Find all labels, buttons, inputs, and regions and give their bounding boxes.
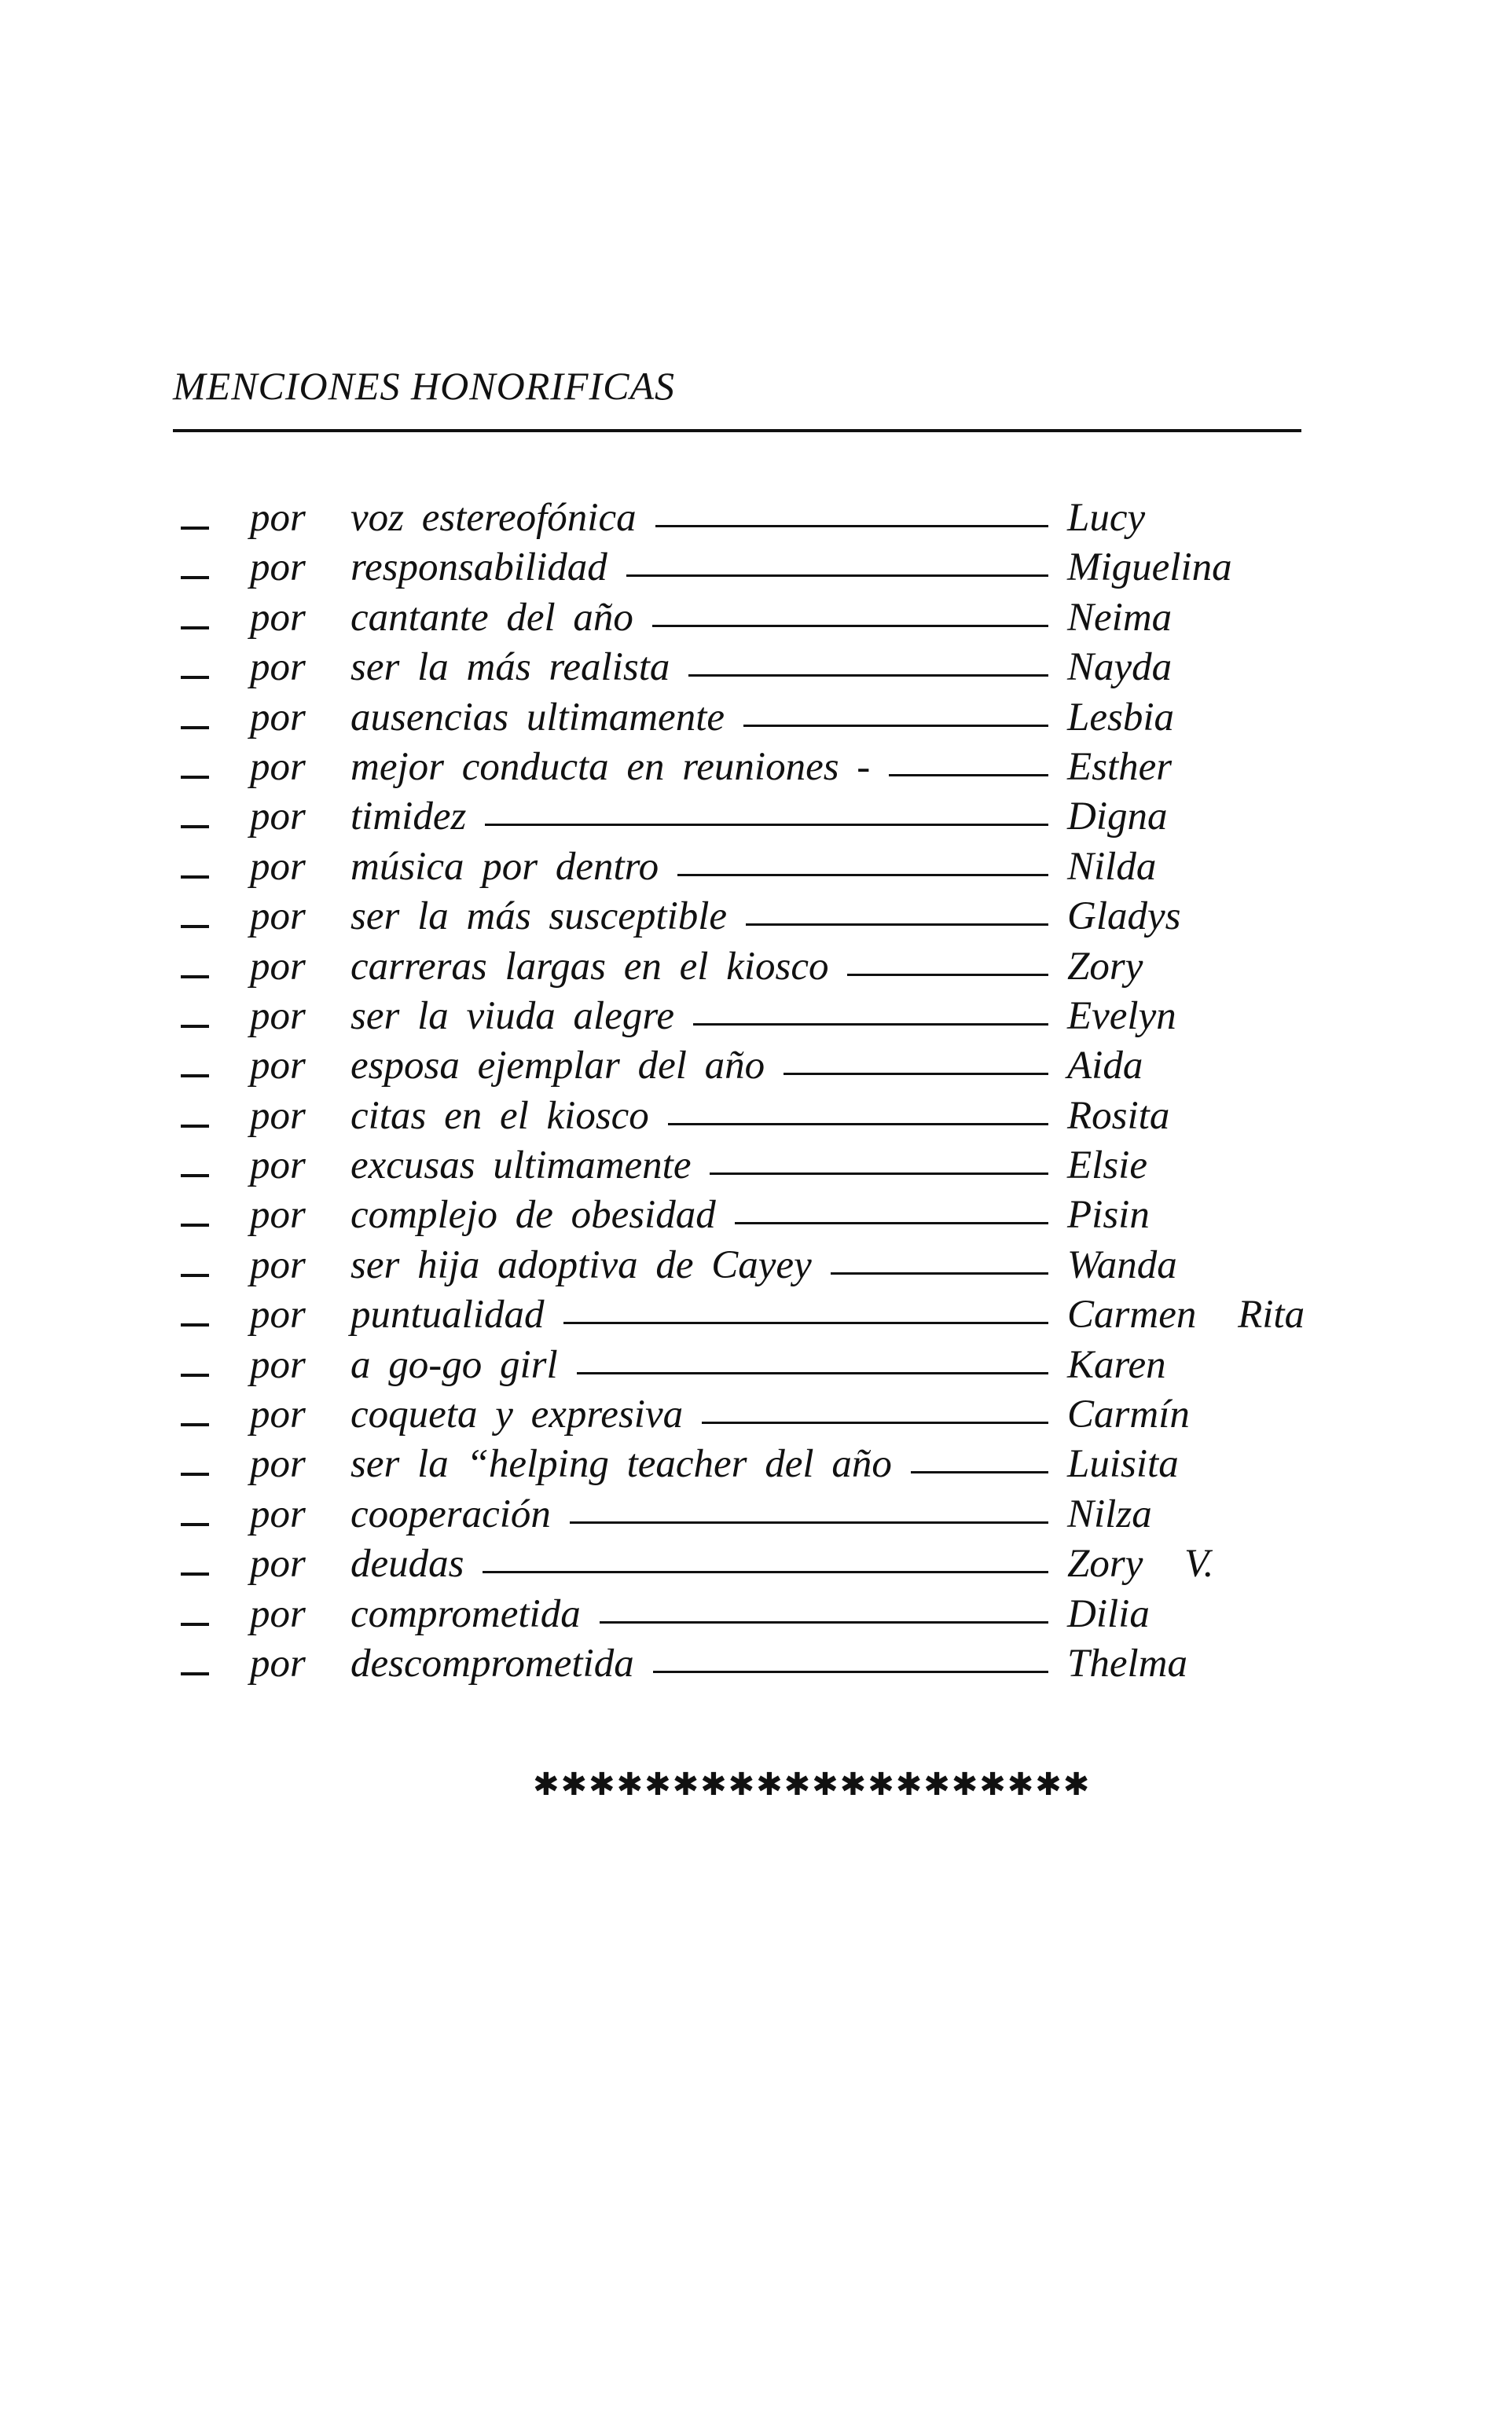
leader-line <box>784 1073 1048 1075</box>
por-label: por <box>250 944 306 989</box>
list-item <box>0 1541 1512 1591</box>
dash-bullet <box>181 527 209 530</box>
por-label: por <box>250 1242 306 1287</box>
por-label: por <box>250 496 306 540</box>
honorable-mentions-list <box>0 495 1512 1690</box>
leader-line <box>483 1571 1048 1573</box>
dash-bullet <box>181 1174 209 1177</box>
por-label: por <box>250 1093 306 1138</box>
honoree-name: Dilia <box>1067 1591 1150 1636</box>
leader-line <box>911 1471 1048 1473</box>
leader-line <box>652 625 1048 627</box>
por-label: por <box>250 894 306 939</box>
mention-reason: excusas ultimamente <box>350 1143 692 1188</box>
honoree-name: Rosita <box>1067 1093 1170 1138</box>
title-underline <box>173 429 1301 432</box>
leader-line <box>577 1372 1048 1374</box>
honoree-name: Zory <box>1067 944 1143 989</box>
honoree-name: Thelma <box>1067 1641 1187 1686</box>
list-item <box>0 595 1512 644</box>
list-item <box>0 1392 1512 1441</box>
leader-line <box>746 923 1048 926</box>
leader-line <box>570 1521 1048 1524</box>
list-item <box>0 1093 1512 1143</box>
honoree-name: Nilza <box>1067 1492 1152 1536</box>
leader-line <box>693 1023 1048 1026</box>
list-item <box>0 495 1512 545</box>
honoree-name: Lucy <box>1067 496 1146 540</box>
dash-bullet <box>181 975 209 978</box>
leader-line <box>668 1123 1048 1125</box>
mention-reason: ser la viuda alegre <box>350 993 674 1038</box>
leader-line <box>702 1422 1048 1424</box>
leader-line <box>847 974 1048 976</box>
dash-bullet <box>181 1423 209 1426</box>
mention-reason: música por dentro <box>350 844 659 889</box>
leader-line <box>831 1272 1048 1275</box>
leader-line <box>563 1322 1048 1324</box>
honoree-name: Karen <box>1067 1342 1166 1387</box>
dash-bullet <box>181 776 209 779</box>
mention-reason: complejo de obesidad <box>350 1193 716 1238</box>
leader-line <box>889 774 1048 776</box>
list-item <box>0 695 1512 744</box>
leader-line <box>600 1621 1048 1624</box>
honoree-name: Lesbia <box>1067 695 1175 739</box>
list-item <box>0 1192 1512 1242</box>
list-item <box>0 744 1512 794</box>
leader-line <box>677 874 1048 876</box>
por-label: por <box>250 595 306 640</box>
mention-reason: ser la más susceptible <box>350 894 728 939</box>
list-item <box>0 1591 1512 1641</box>
honoree-name: Aida <box>1067 1044 1143 1088</box>
dash-bullet <box>181 875 209 879</box>
dash-bullet <box>181 1523 209 1526</box>
mention-reason: timidez <box>350 794 467 839</box>
mention-reason: ausencias ultimamente <box>350 695 725 739</box>
dash-bullet <box>181 1323 209 1327</box>
por-label: por <box>250 1143 306 1188</box>
dash-bullet <box>181 1274 209 1277</box>
dash-bullet <box>181 676 209 679</box>
list-item <box>0 644 1512 694</box>
mention-reason: esposa ejemplar del año <box>350 1044 765 1088</box>
por-label: por <box>250 1542 306 1587</box>
honoree-name: Digna <box>1067 794 1168 839</box>
mention-reason: coqueta y expresiva <box>350 1393 684 1437</box>
dash-bullet <box>181 1572 209 1576</box>
honoree-name: Nayda <box>1067 645 1173 690</box>
mention-reason: ser hija adoptiva de Cayey <box>350 1242 812 1287</box>
por-label: por <box>250 993 306 1038</box>
honoree-name: Miguelina <box>1067 545 1232 590</box>
honoree-name: Carmín <box>1067 1393 1190 1437</box>
honoree-name: Elsie <box>1067 1143 1147 1188</box>
leader-line <box>735 1222 1048 1224</box>
mention-reason: ser la más realista <box>350 645 670 690</box>
leader-line <box>653 1671 1048 1673</box>
por-label: por <box>250 794 306 839</box>
mention-reason: cantante del año <box>350 595 633 640</box>
dash-bullet <box>181 1025 209 1028</box>
honoree-name: Zory V. <box>1067 1542 1214 1587</box>
por-label: por <box>250 744 306 789</box>
por-label: por <box>250 1591 306 1636</box>
por-label: por <box>250 1492 306 1536</box>
dash-bullet <box>181 726 209 729</box>
por-label: por <box>250 695 306 739</box>
dash-bullet <box>181 1374 209 1377</box>
list-item <box>0 1641 1512 1690</box>
mention-reason: mejor conducta en reuniones - <box>350 744 871 789</box>
dash-bullet <box>181 1125 209 1128</box>
honoree-name: Nilda <box>1067 844 1157 889</box>
mention-reason: citas en el kiosco <box>350 1093 649 1138</box>
list-item <box>0 944 1512 993</box>
leader-line <box>710 1172 1048 1175</box>
por-label: por <box>250 545 306 590</box>
honoree-name: Carmen Rita <box>1067 1293 1305 1338</box>
mention-reason: cooperación <box>350 1492 551 1536</box>
por-label: por <box>250 645 306 690</box>
mention-reason: voz estereofónica <box>350 496 637 540</box>
honoree-name: Pisin <box>1067 1193 1150 1238</box>
dash-bullet <box>181 626 209 629</box>
dash-bullet <box>181 1473 209 1476</box>
mention-reason: comprometida <box>350 1591 581 1636</box>
list-item <box>0 1242 1512 1292</box>
list-item <box>0 993 1512 1043</box>
por-label: por <box>250 1293 306 1338</box>
dash-bullet <box>181 1074 209 1077</box>
honoree-name: Esther <box>1067 744 1173 789</box>
por-label: por <box>250 1342 306 1387</box>
list-item <box>0 1441 1512 1491</box>
dash-bullet <box>181 925 209 928</box>
list-item <box>0 1342 1512 1392</box>
separator-stars: ✱✱✱✱✱✱✱✱✱✱✱✱✱✱✱✱✱✱✱✱ <box>533 1767 1092 1803</box>
honoree-name: Wanda <box>1067 1242 1177 1287</box>
leader-line <box>688 674 1048 677</box>
list-item <box>0 894 1512 943</box>
honoree-name: Neima <box>1067 595 1173 640</box>
dash-bullet <box>181 1672 209 1675</box>
list-item <box>0 1143 1512 1192</box>
por-label: por <box>250 1641 306 1686</box>
mention-reason: ser la “helping teacher del año <box>350 1442 892 1487</box>
mention-reason: responsabilidad <box>350 545 607 590</box>
list-item <box>0 1292 1512 1341</box>
list-item <box>0 545 1512 594</box>
page-title: MENCIONES HONORIFICAS <box>173 364 675 408</box>
leader-line <box>626 574 1048 577</box>
mention-reason: carreras largas en el kiosco <box>350 944 829 989</box>
mention-reason: descomprometida <box>350 1641 634 1686</box>
mention-reason: puntualidad <box>350 1293 545 1338</box>
dash-bullet <box>181 1224 209 1227</box>
mention-reason: deudas <box>350 1542 464 1587</box>
por-label: por <box>250 844 306 889</box>
por-label: por <box>250 1393 306 1437</box>
honoree-name: Luisita <box>1067 1442 1179 1487</box>
list-item <box>0 1043 1512 1092</box>
por-label: por <box>250 1193 306 1238</box>
leader-line <box>743 725 1048 727</box>
leader-line <box>485 824 1048 826</box>
leader-line <box>655 525 1048 527</box>
dash-bullet <box>181 825 209 828</box>
honoree-name: Gladys <box>1067 894 1181 939</box>
mention-reason: a go-go girl <box>350 1342 558 1387</box>
por-label: por <box>250 1442 306 1487</box>
list-item <box>0 1492 1512 1541</box>
por-label: por <box>250 1044 306 1088</box>
dash-bullet <box>181 576 209 579</box>
list-item <box>0 844 1512 894</box>
honoree-name: Evelyn <box>1067 993 1176 1038</box>
dash-bullet <box>181 1623 209 1626</box>
list-item <box>0 794 1512 843</box>
